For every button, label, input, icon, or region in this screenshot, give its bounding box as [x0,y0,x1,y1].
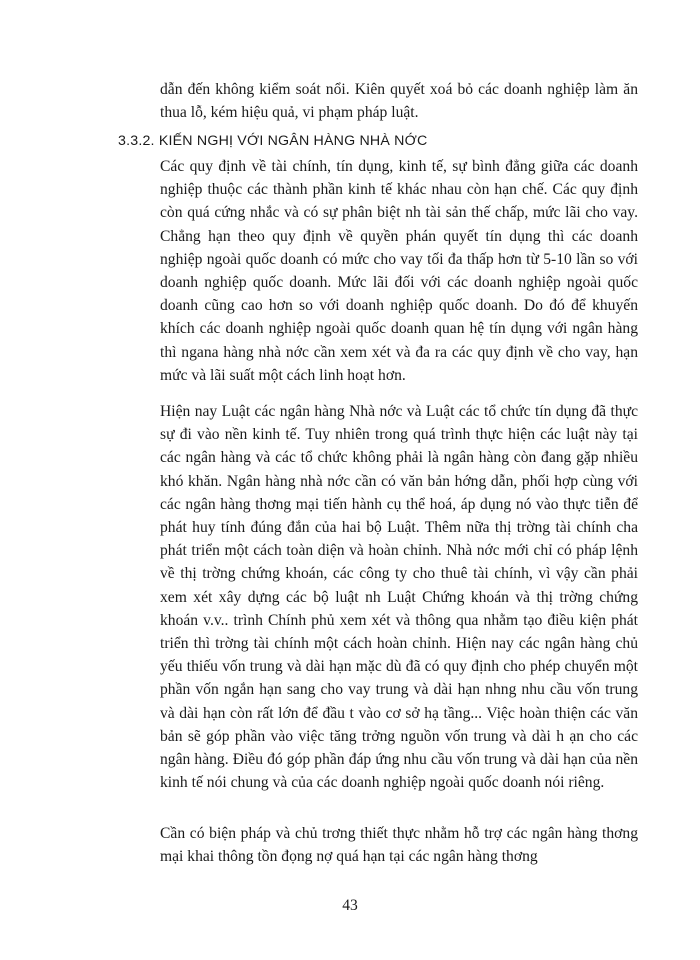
continuation-paragraph: dẫn đến không kiểm soát nổi. Kiên quyết xoá bỏ các doanh nghiệp làm ăn thua lỗ, kém hiệu quả, vi phạm pháp luật. [160,81,638,122]
page-number: 43 [342,897,358,914]
body-paragraph-1: Các quy định về tài chính, tín dụng, kinh tế, sự bình đẳng giữa các doanh nghiệp thuộc các thành phần kinh tế khác nhau còn hạn chế. Các quy định còn quá cứng nhắc và có sự phân biệt nh tài sản thế chấp, mức lãi cho vay. Chẳng hạn theo quy định về quyền phán quyết tín dụng thì các doanh nghiệp ngoài quốc doanh có mức cho vay tối đa thấp hơn từ 5-10 lần so với doanh nghiệp quốc doanh. Mức lãi đối với các doanh nghiệp ngoài quốc doanh cũng cao hơn so với doanh nghiệp quốc doanh. Do đó để khuyến khích các doanh nghiệp ngoài quốc doanh quan hệ tín dụng với ngân hàng thì ngana hàng nhà nớc cần xem xét và đa ra các quy định về cho vay, hạn mức và lãi suất một cách linh hoạt hơn. [160,158,638,384]
body-paragraph-2: Hiện nay Luật các ngân hàng Nhà nớc và Luật các tổ chức tín dụng đã thực sự đi vào nền kinh tế. Tuy nhiên trong quá trình thực hiện các luật này tại các ngân hàng và các tổ chức không phải là ngân hàng còn đang gặp nhiều khó khăn. Ngân hàng nhà nớc cần có văn bản hớng dẫn, phối hợp cùng với các ngân hàng thơng mại tiến hành cụ thể hoá, áp dụng nó vào thực tiễn để phát huy tính đúng đắn của hai bộ Luật. Thêm nữa thị trờng tài chính cha phát triển một cách toàn diện và hoàn chỉnh. Nhà nớc mới chỉ có pháp lệnh về thị trờng chứng khoán, các công ty cho thuê tài chính, vì vậy cần phải xem xét xây dựng các bộ luật nh Luật Chứng khoán và thị trờng chứng khoán v.v.. trình Chính phủ xem xét và thông qua nhằm tạo điều kiện phát triển thì trờng tài chính một cách hoàn chỉnh. Hiện nay các ngân hàng chủ yếu thiếu vốn trung và dài hạn mặc dù đã có quy định cho phép chuyển một phần vốn ngắn hạn sang cho vay trung và dài hạn nhng nhu cầu vốn trung và dài hạn còn rất lớn để đầu t vào cơ sở hạ tầng... Việc hoàn thiện các văn bản sẽ góp phần vào việc tăng trởng nguồn vốn trung và dài h ạn cho các ngân hàng. Điều đó góp phần đáp ứng nhu cầu vốn trung và dài hạn của nền kinh tế nói chung và của các doanh nghiệp ngoài quốc doanh nói riêng. [160,403,638,792]
body-paragraph-3: Cần có biện pháp và chủ trơng thiết thực nhằm hỗ trợ các ngân hàng thơng mại khai thông tồn đọng nợ quá hạn tại các ngân hàng thơng [160,825,638,866]
section-heading: 3.3.2. KIẾN NGHỊ VỚI NGÂN HÀNG NHÀ NỚC [118,133,428,149]
